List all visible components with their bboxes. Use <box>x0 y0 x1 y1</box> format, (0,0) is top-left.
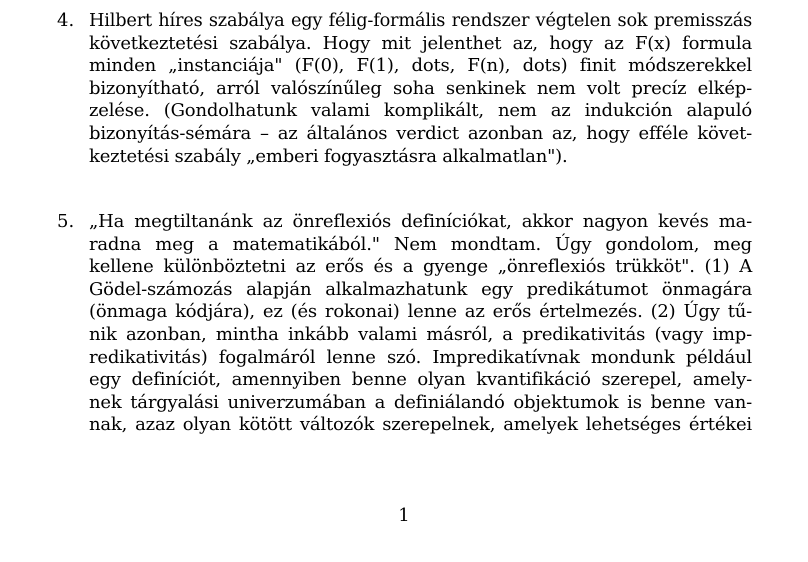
text-line: bizonyítható, arról valószínűleg soha senkinek nem volt precíz elkép- <box>89 77 752 99</box>
text-line: nik azonban, mintha inkább valami másról, a predikativitás (vagy imp- <box>89 323 752 345</box>
item-number: 5. <box>57 211 75 232</box>
text-line: egy definíciót, amennyiben benne olyan kvantifikáció szerepel, amely- <box>89 369 752 391</box>
page-number: 1 <box>398 505 410 526</box>
text-line: Hilbert híres szabálya egy félig-formális rendszer végtelen sok premisszás <box>89 11 752 31</box>
text-line: zelése. (Gondolhatunk valami komplikált, nem az indukción alapuló <box>89 100 752 122</box>
text-line: nak, azaz olyan kötött változók szerepelnek, amelyek lehetséges értékei <box>89 414 752 436</box>
text-line: kellene különböztetni az erős és a gyenge „önreflexiós trükköt". (1) A <box>89 256 752 278</box>
text-line: (önmaga kódjára), ez (és rokonai) lenne az erős értelmezés. (2) Úgy tű- <box>89 301 752 323</box>
text-line: radna meg a matematikából." Nem mondtam. Úgy gondolom, meg <box>89 233 752 255</box>
text-line: keztetési szabály „emberi fogyasztásra alkalmatlan"). <box>89 145 568 167</box>
text-line: Gödel-számozás alapján alkalmazhatunk egy predikátumot önmagára <box>89 278 752 300</box>
text-line: következtetési szabálya. Hogy mit jelenthet az, hogy az F(x) formula <box>89 32 752 54</box>
text-line: redikativitás) fogalmáról lenne szó. Impredikatívnak mondunk például <box>89 346 752 368</box>
item-text <box>89 10 752 168</box>
item-number: 4. <box>57 10 75 31</box>
text-line: minden „instanciája" (F(0), F(1), dots, F(n), dots) finit módszerekkel <box>89 55 752 77</box>
text-line: bizonyítás-sémára – az általános verdict azonban az, hogy efféle követ- <box>89 122 752 144</box>
text-line: nek tárgyalási univerzumában a definiálandó objektumok is benne van- <box>89 391 752 413</box>
text-line: „Ha megtiltanánk az önreflexiós definíciókat, akkor nagyon kevés ma- <box>89 211 752 232</box>
item-text <box>89 211 752 437</box>
